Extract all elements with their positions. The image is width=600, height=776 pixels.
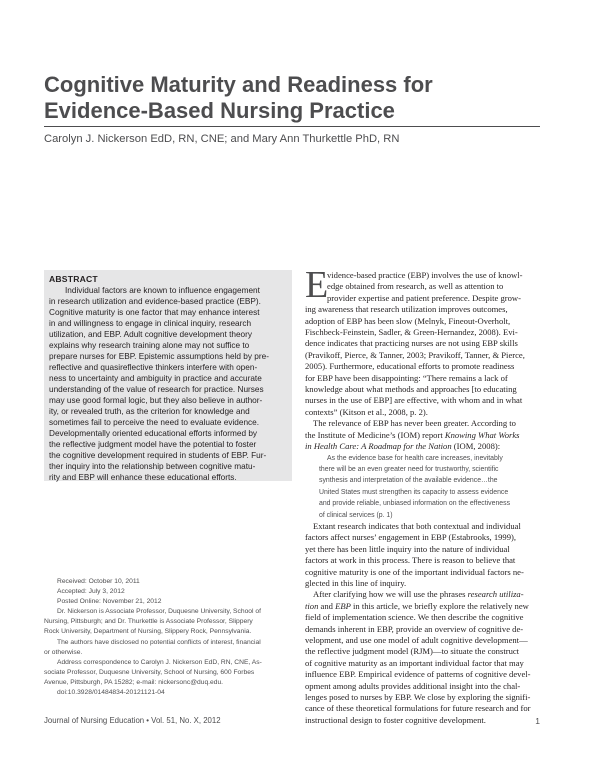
quote-line: synthesis and interpretation of the available evidence…the (319, 477, 498, 485)
abstract-heading: ABSTRACT (49, 274, 98, 284)
block-quote (305, 453, 545, 521)
page-footer (44, 716, 544, 725)
body-line: for EBP have been disappointing: “There remains a lack of (305, 372, 508, 383)
body-line: demands inherent in EBP, provide an overview of cognitive de- (305, 623, 524, 634)
body-line: factors affect nurses’ engagement in EBP (Estabrooks, 1999), (305, 532, 517, 543)
body-line: factors at work in this process. There is reason to believe that (305, 555, 516, 566)
body-column (305, 264, 545, 726)
abstract-line: the reflective judgment model have the potential to foster (49, 440, 257, 449)
body-line: influence EBP. Empirical evidence of patterns of cognitive devel- (305, 669, 531, 680)
body-text: and (318, 600, 336, 611)
accepted-date: Accepted: July 3, 2012 (57, 588, 125, 596)
body-text: the Institute of Medicine’s (IOM) report (305, 429, 445, 440)
abstract-line: prepare nurses for EBP. Epistemic assumptions held by pre- (49, 352, 269, 361)
address-line: Avenue, Pittsburgh, PA 15282; e-mail: nickersonc@duq.edu. (44, 678, 224, 686)
abstract-line: sometimes fail to perceive the need to evaluate evidence. (49, 418, 260, 427)
received-date: Received: October 10, 2011 (57, 578, 140, 585)
body-line: vidence-based practice (EBP) involves the use of knowl- (327, 270, 523, 280)
abstract-line: Individual factors are known to influence engagement (65, 286, 260, 295)
abstract-line: ity, or revealed truth, as the criterion for knowledge and (49, 407, 250, 416)
body-line: of cognitive maturity as an important individual factor that may (305, 657, 524, 668)
body-line (305, 601, 545, 612)
body-line: lenges posed to nurses by EBP. We close by exploring the signifi- (305, 692, 531, 703)
article-title (44, 72, 544, 124)
affiliation-line: Rock University, Department of Nursing, Slippery Rock, Pennsylvania. (44, 628, 252, 636)
body-line: (Pravikoff, Pierce, & Tanner, 2003; Pravikoff, Tanner, & Pierce, (305, 349, 525, 360)
body-line: nurses in the use of EBP] are effective, with whom and in what (305, 395, 523, 406)
body-line: velopment, and use one model of adult cognitive development— (305, 635, 528, 645)
emphasis: EBP (335, 600, 351, 611)
body-line: Fischbeck-Feinstein, Sadler, & Green-Hernandez, 2008). Evi- (305, 327, 518, 338)
abstract-line: in and willingness to engage in clinical inquiry, research (49, 319, 252, 328)
disclosure-line: The authors have disclosed no potential conflicts of interest, financial (57, 638, 261, 646)
quote-line: and provide reliable, unbiased information on the effectiveness (319, 500, 511, 508)
body-line: provider expertise and patient preference. Despite grow- (327, 292, 521, 303)
title-line: Evidence-Based Nursing Practice (44, 98, 395, 123)
intro-paragraph (305, 264, 545, 306)
report-title: Knowing What Works (444, 429, 520, 440)
affiliation-line: Dr. Nickerson is Associate Professor, Duquesne University, School of (57, 608, 261, 616)
quote-line: United States must strengthen its capacity to assess evidence (319, 488, 509, 496)
abstract-line: understanding of the value of research for practice. Nurses (49, 385, 264, 394)
body-line: instructional design to foster cognitive development. (305, 714, 486, 725)
body-text: (IOM, 2008): (451, 441, 501, 452)
address-line: sociate Professor, Duquesne University, School of Nursing, 600 Forbes (44, 668, 255, 676)
abstract-line: ther inquiry into the relationship between cognitive matu- (49, 462, 256, 471)
body-line: yet there has been little inquiry into the nature of individual (305, 543, 510, 554)
body-line: glected in this line of inquiry. (305, 577, 407, 588)
author-byline: Carolyn J. Nickerson EdD, RN, CNE; and Mary Ann Thurkettle PhD, RN (44, 133, 400, 145)
body-line: dence indicates that practicing nurses are not using EBP skills (305, 338, 518, 349)
report-title: in Health Care: A Roadmap for the Nation (305, 441, 452, 452)
abstract-line: in research utilization and evidence-based practice (EBP). (49, 297, 261, 306)
title-line: Cognitive Maturity and Readiness for (44, 72, 433, 97)
body-line: cance of these theoretical formulations for future research and for (305, 703, 531, 714)
body-line: Extant research indicates that both contextual and individual (313, 520, 521, 531)
disclosure-line: or otherwise. (44, 648, 83, 656)
abstract-line: reflective and quasireflective thinkers interfere with open- (49, 363, 258, 372)
abstract-line: Developmentally oriented educational efforts informed by (49, 429, 258, 438)
abstract-line: the cognitive development required in students of EBP. Fur- (49, 451, 267, 460)
abstract-line: rity and EBP will enhance these educational efforts. (49, 473, 237, 482)
body-line: opment among adults provides additional insight into the chal- (305, 680, 521, 691)
body-line: edge obtained from research, as well as attention to (327, 281, 504, 292)
journal-citation: Journal of Nursing Education • Vol. 51, No. X, 2012 (44, 716, 221, 725)
body-line (305, 441, 545, 452)
quote-line: As the evidence base for health care increases, inevitably (327, 454, 503, 462)
body-line: field of implementation science. We then describe the cognitive (305, 612, 524, 623)
body-line (305, 589, 545, 600)
abstract-line: utilization, and EBP. Adult cognitive development theory (49, 330, 253, 339)
body-line: cognitive maturity is one of the important individual factors ne- (305, 566, 524, 577)
quote-line: of clinical services (p. 1) (319, 511, 393, 519)
abstract-line: explains why research training alone may not suffice to (49, 341, 250, 350)
emphasis: tion (305, 600, 319, 611)
posted-date: Posted Online: November 21, 2012 (57, 598, 162, 606)
body-line: The relevance of EBP has never been greater. According to (313, 418, 516, 429)
body-line: adoption of EBP has been slow (Melnyk, Fineout-Overholt, (305, 315, 511, 326)
article-metadata (44, 577, 297, 698)
doi: doi:10.3928/01484834-20121121-04 (57, 689, 165, 697)
drop-cap: E (305, 264, 329, 306)
emphasis: research utiliza- (467, 589, 524, 600)
body-text: in this article, we briefly explore the relatively new (350, 600, 529, 611)
abstract-line: ness to uncertainty and ambiguity in practice and accurate (49, 374, 262, 383)
body-text: After clarifying how we will use the phrases (313, 589, 468, 600)
quote-line: there will be an even greater need for trustworthy, scientific (319, 465, 499, 473)
abstract-line: may use good formal logic, but they also believe in author- (49, 396, 263, 405)
abstract-box (44, 270, 292, 481)
body-line: knowledge about what methods and approaches [to educating (305, 384, 517, 395)
body-line: contexts” (Kitson et al., 2008, p. 2). (305, 406, 428, 417)
page-number: 1 (535, 716, 540, 726)
body-line: 2005). Furthermore, educational efforts to promote readiness (305, 361, 515, 372)
affiliation-line: Nursing, Pittsburgh; and Dr. Thurkettle is Associate Professor, Slippery (44, 618, 253, 626)
title-divider (44, 126, 540, 127)
body-line: the reflective judgment model (RJM)—to situate the construct (305, 646, 520, 657)
address-line: Address correspondence to Carolyn J. Nickerson EdD, RN, CNE, As- (57, 658, 262, 666)
abstract-line: Cognitive maturity is one factor that may enhance interest (49, 308, 260, 317)
body-line (305, 430, 545, 441)
body-line: ing awareness that research utilization improves outcomes, (305, 304, 508, 315)
